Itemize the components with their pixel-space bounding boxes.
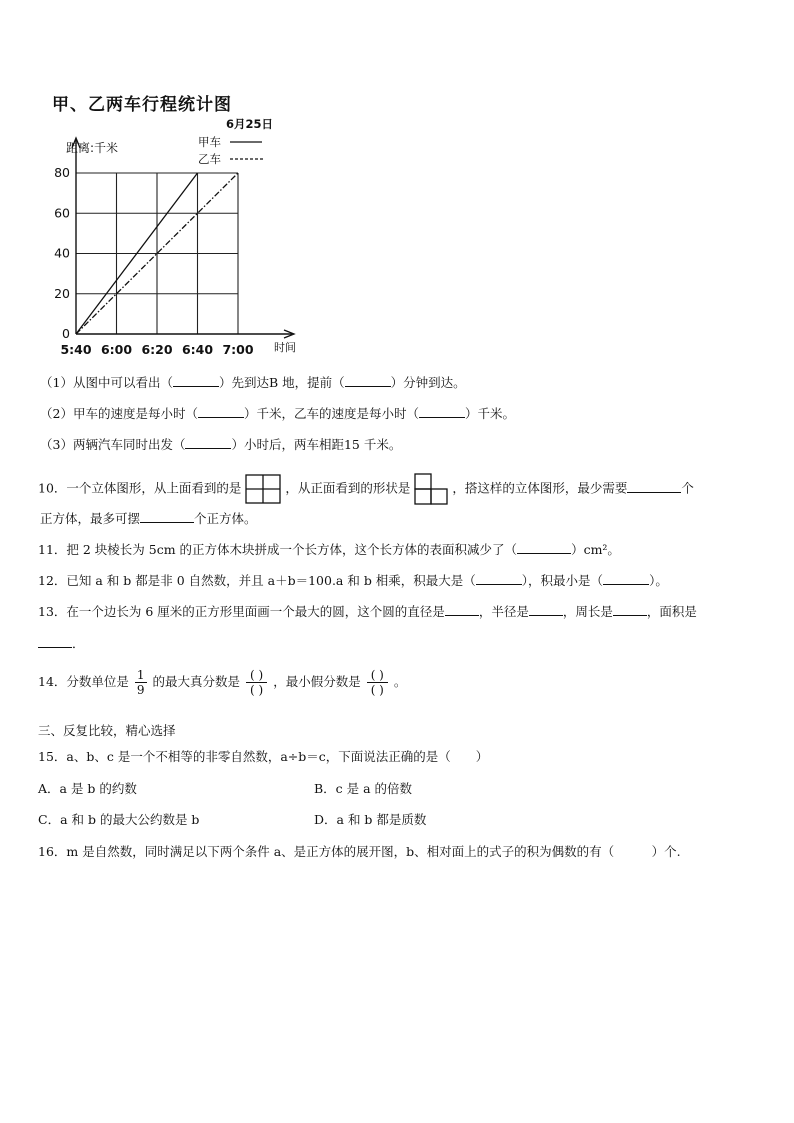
question-15-stem: 15．a、b、c 是一个不相等的非零自然数，a÷b＝c，下面说法正确的是（ ） bbox=[38, 749, 489, 764]
q10-text-c: ，搭这样的立体图形，最少需要 bbox=[452, 480, 628, 496]
answer-blank[interactable] bbox=[445, 604, 479, 616]
answer-blank[interactable] bbox=[517, 542, 571, 554]
q10-text-e: 正方体，最多可摆 bbox=[40, 511, 141, 526]
x-tick-label: 6:40 bbox=[181, 342, 214, 357]
option-c[interactable]: C．a 和 b 的最大公约数是 b bbox=[38, 812, 200, 827]
q12-text-a: 12．已知 a 和 b 都是非 0 自然数，并且 a＋b＝100.a 和 b 相乘，积最大是（ bbox=[38, 573, 476, 588]
q9-3-text-b: ）小时后，两车相距15 千米。 bbox=[231, 437, 402, 452]
q13-text-d: ，面积是 bbox=[646, 604, 697, 619]
question-16: 16．m 是自然数，同时满足以下两个条件 a、是正方体的展开图，b、相对面上的式子的积为偶数的有（ ）个. bbox=[38, 844, 681, 859]
question-9-3 bbox=[40, 437, 401, 453]
question-10-cont bbox=[40, 511, 257, 527]
q14-text-d: 。 bbox=[393, 674, 407, 689]
fraction-numerator-blank[interactable]: ( ) bbox=[367, 668, 388, 683]
answer-blank[interactable] bbox=[476, 573, 522, 585]
answer-blank[interactable] bbox=[185, 437, 231, 449]
y-tick-label: 60 bbox=[54, 205, 70, 221]
chart-title: 甲、乙两车行程统计图 bbox=[52, 95, 232, 115]
q12-text-c: ）。 bbox=[649, 573, 668, 588]
q10-text-a: 10．一个立体图形，从上面看到的是 bbox=[38, 480, 242, 496]
fraction-denominator-blank[interactable]: ( ) bbox=[370, 683, 384, 697]
q14-text-b: 的最大真分数是 bbox=[152, 674, 241, 689]
question-13 bbox=[38, 604, 697, 620]
q13-text-a: 13．在一个边长为 6 厘米的正方形里面画一个最大的圆，这个圆的直径是 bbox=[38, 604, 445, 619]
fraction-numerator: 1 bbox=[136, 668, 145, 682]
q9-1-text-a: （1）从图中可以看出（ bbox=[40, 375, 173, 390]
fraction-numerator-blank[interactable]: ( ) bbox=[246, 668, 267, 683]
y-tick-label: 40 bbox=[54, 245, 70, 261]
answer-blank[interactable] bbox=[198, 406, 244, 418]
question-14 bbox=[38, 668, 406, 697]
x-tick-label: 7:00 bbox=[222, 342, 254, 357]
x-axis-label: 时间 bbox=[274, 341, 296, 354]
y-tick-label: 20 bbox=[54, 285, 70, 301]
question-10 bbox=[38, 473, 694, 505]
option-d[interactable]: D．a 和 b 都是质数 bbox=[314, 812, 427, 827]
q9-2-text-b: ）千米，乙车的速度是每小时（ bbox=[243, 406, 419, 421]
answer-blank[interactable] bbox=[140, 511, 194, 523]
section-heading: 三、反复比较，精心选择 bbox=[38, 723, 176, 738]
q10-text-b: ，从正面看到的形状是 bbox=[285, 480, 411, 496]
question-13-cont bbox=[38, 636, 85, 652]
answer-blank[interactable] bbox=[419, 406, 465, 418]
question-9-1 bbox=[40, 375, 466, 391]
option-a[interactable]: A．a 是 b 的约数 bbox=[38, 781, 137, 796]
legend-label-jia: 甲车 bbox=[198, 135, 221, 149]
fraction-denominator-blank[interactable]: ( ) bbox=[250, 683, 264, 697]
answer-blank[interactable] bbox=[613, 604, 647, 616]
answer-fraction-2[interactable] bbox=[367, 668, 388, 697]
q11-text-b: ）cm²。 bbox=[571, 542, 620, 557]
x-tick-label: 5:40 bbox=[60, 342, 92, 357]
answer-blank[interactable] bbox=[603, 573, 649, 585]
front-view-shape-icon bbox=[414, 473, 448, 505]
chart-date-label: 6月25日 bbox=[226, 117, 274, 131]
q12-text-b: ），积最小是（ bbox=[521, 573, 604, 588]
y-axis-label: 距离:千米 bbox=[66, 141, 119, 155]
y-tick-label: 0 bbox=[62, 326, 70, 341]
legend-label-yi: 乙车 bbox=[198, 152, 221, 166]
x-tick-label: 6:00 bbox=[100, 342, 133, 357]
answer-blank[interactable] bbox=[173, 375, 219, 387]
q13-text-c: ，周长是 bbox=[562, 604, 613, 619]
fraction-denominator: 9 bbox=[136, 683, 145, 697]
q9-2-text-a: （2）甲车的速度是每小时（ bbox=[40, 406, 198, 421]
answer-blank[interactable] bbox=[38, 636, 72, 648]
q14-text-c: ，最小假分数是 bbox=[273, 674, 361, 689]
question-9-2 bbox=[40, 406, 515, 422]
q9-1-text-c: ）分钟到达。 bbox=[390, 375, 466, 390]
question-12 bbox=[38, 573, 668, 589]
top-view-grid-icon bbox=[245, 474, 281, 504]
answer-blank[interactable] bbox=[627, 481, 681, 493]
x-tick-label: 6:20 bbox=[141, 342, 173, 357]
answer-fraction-1[interactable] bbox=[246, 668, 267, 697]
travel-line-chart bbox=[40, 112, 320, 362]
q13-text-e: ． bbox=[72, 636, 85, 651]
q9-1-text-b: ）先到达B 地，提前（ bbox=[218, 375, 345, 390]
question-11 bbox=[38, 542, 620, 558]
q13-text-b: ，半径是 bbox=[478, 604, 529, 619]
q9-2-text-c: ）千米。 bbox=[464, 406, 515, 421]
q10-text-d: 个 bbox=[681, 480, 694, 496]
option-b[interactable]: B．c 是 a 的倍数 bbox=[314, 781, 413, 796]
answer-blank[interactable] bbox=[529, 604, 563, 616]
fraction-one-ninth bbox=[135, 668, 147, 697]
y-tick-label: 80 bbox=[54, 165, 70, 180]
q14-text-a: 14．分数单位是 bbox=[38, 674, 129, 689]
answer-blank[interactable] bbox=[345, 375, 391, 387]
q10-text-f: 个正方体。 bbox=[194, 511, 257, 526]
q11-text-a: 11．把 2 块棱长为 5cm 的正方体木块拼成一个长方体，这个长方体的表面积减少了（ bbox=[38, 542, 518, 557]
q9-3-text-a: （3）两辆汽车同时出发（ bbox=[40, 437, 186, 452]
